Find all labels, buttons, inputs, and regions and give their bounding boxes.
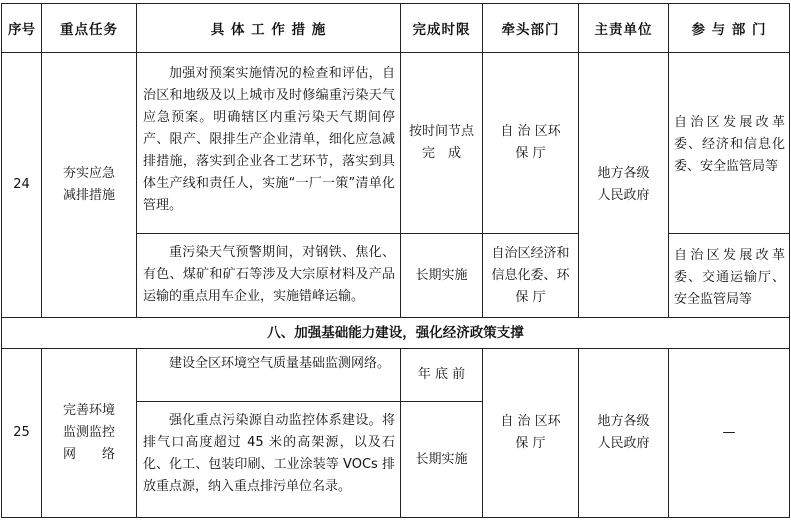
- row24-b-lead-dept-text: 自治区经济和信息化委、环 保 厅: [491, 245, 570, 305]
- row24-a-lead-dept: [483, 53, 579, 234]
- col-measures-header: 具 体 工 作 措 施: [137, 4, 401, 53]
- row24-task: [42, 53, 137, 318]
- row24-b-deadline: 长期实施: [401, 234, 483, 318]
- row25-b-deadline: 长期实施: [401, 402, 483, 518]
- col-deadline-header: 完成时限: [401, 4, 483, 53]
- row25-task: [42, 349, 137, 518]
- row24-main-unit-text: 地方各级人民政府: [597, 166, 650, 203]
- header-row: [2, 4, 790, 53]
- row25-main-unit: [579, 349, 669, 518]
- row24-seq: 24: [2, 53, 42, 318]
- table-row: [2, 53, 790, 234]
- row25-seq: 25: [2, 349, 42, 518]
- col-task-header: 重点任务: [42, 4, 137, 53]
- row24-b-participants: 自治区发展改革委、交通运输厅、安全监管局等: [669, 234, 790, 318]
- measures-table: [1, 3, 790, 518]
- row25-task-text: 完善环境监测监控网 络: [62, 403, 115, 462]
- row25-main-unit-text: 地方各级人民政府: [597, 414, 650, 451]
- row24-a-participants: 自治区发展改革委、经济和信息化委、安全监管局等: [669, 53, 790, 234]
- row24-main-unit: [579, 53, 669, 318]
- row24-task-text: 夯实应急减排措施: [62, 166, 115, 203]
- row25-a-deadline: 年 底 前: [401, 349, 483, 402]
- row24-a-measures: 加强对预案实施情况的检查和评估，自治区和地级及以上城市及时修编重污染天气应急预案。明确辖区内重污染天气期间停产、限产、限排生产企业清单，细化应急减排措施，落实到企业各工艺环节，落实到具体生产线和责任人，实施“一厂一策”清单化管理。: [137, 53, 401, 234]
- row25-lead-dept-text: 自 治 区环 保 厅: [500, 414, 561, 451]
- col-participants-header: 参 与 部 门: [669, 4, 790, 53]
- row24-a-deadline-text: 按时间节点完 成: [409, 124, 475, 161]
- table-row: [2, 349, 790, 402]
- row24-a-lead-dept-text: 自 治 区环 保 厅: [500, 124, 561, 161]
- row25-lead-dept: [483, 349, 579, 518]
- col-lead-dept-header: 牵头部门: [483, 4, 579, 53]
- row24-a-deadline: [401, 53, 483, 234]
- row25-a-measures: 建设全区环境空气质量基础监测网络。: [137, 349, 401, 402]
- section-8-title: 八、加强基础能力建设，强化经济政策支撑: [2, 318, 790, 349]
- row25-b-measures: 强化重点污染源自动监控体系建设。将排气口高度超过 45 米的高架源，以及石化、化工、包装印刷、工业涂装等 VOCs 排放重点源，纳入重点排污单位名录。: [137, 402, 401, 518]
- row24-b-lead-dept: [483, 234, 579, 318]
- section-row: [2, 318, 790, 349]
- row24-b-measures: 重污染天气预警期间，对钢铁、焦化、有色、煤矿和矿石等涉及大宗原材料及产品运输的重点用车企业，实施错峰运输。: [137, 234, 401, 318]
- row25-participants: —: [669, 349, 790, 518]
- col-seq-header: 序号: [2, 4, 42, 53]
- col-main-unit-header: 主责单位: [579, 4, 669, 53]
